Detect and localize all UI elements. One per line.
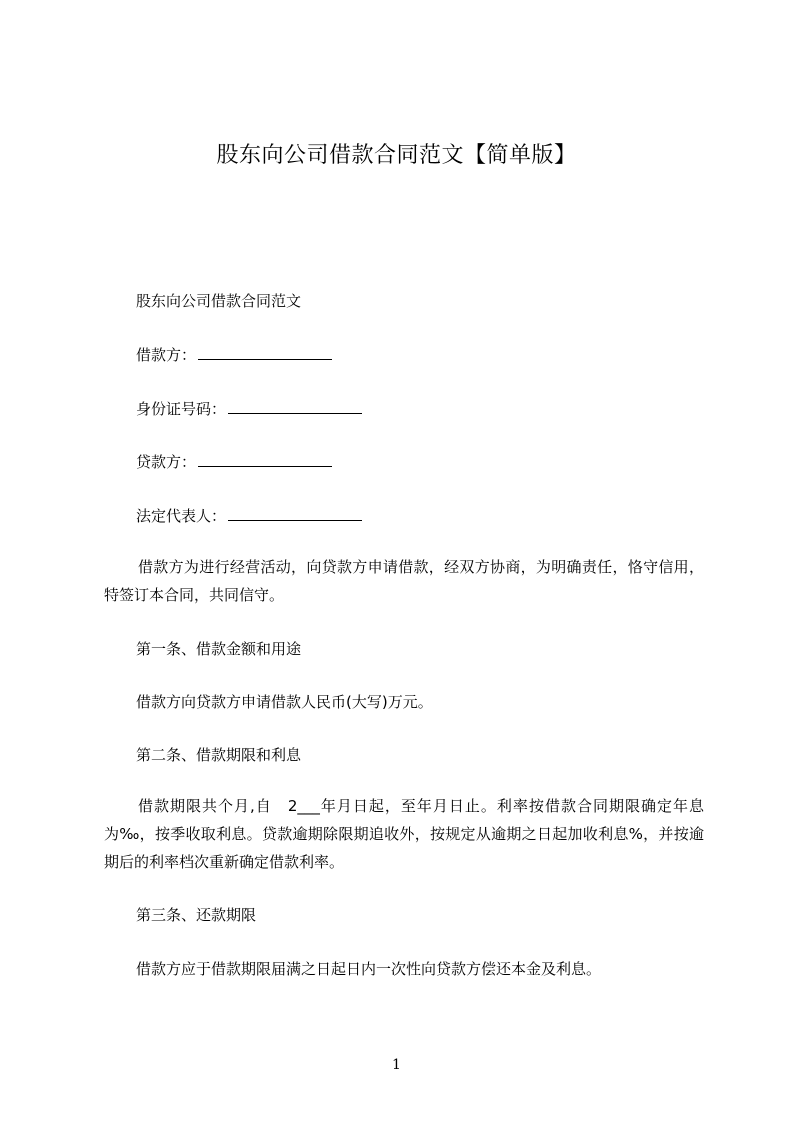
- article3-text: 借款方应于借款期限届满之日起日内一次性向贷款方偿还本金及利息。: [136, 960, 602, 978]
- lender-field: [136, 452, 332, 472]
- page-number: 1: [392, 1057, 401, 1073]
- legal-representative-blank-line: [228, 506, 362, 521]
- lender-blank-line: [198, 452, 332, 467]
- legal-representative-field: [136, 506, 362, 526]
- article2-text: 借款期限共个月,自 2___年月日起，至年月日止。利率按借款合同期限确定年息为‰，按季收取利息。贷款逾期除限期追收外，按规定从逾期之日起加收利息%，并按逾期后的利率档次重新确定借款利率。: [104, 797, 704, 871]
- article1-text: 借款方向贷款方申请借款人民币(大写)万元。: [136, 693, 433, 711]
- id-number-field: [136, 399, 362, 419]
- intro-paragraph: [104, 553, 704, 609]
- borrower-blank-line: [198, 345, 332, 360]
- document-subtitle: 股东向公司借款合同范文: [136, 292, 302, 310]
- id-number-blank-line: [228, 399, 362, 414]
- borrower-field: [136, 345, 332, 365]
- document-title: 股东向公司借款合同范文【简单版】: [216, 143, 577, 168]
- article3-heading: 第三条、还款期限: [136, 906, 257, 924]
- intro-text: 借款方为进行经营活动，向贷款方申请借款，经双方协商，为明确责任，恪守信用，特签订本合同，共同信守。: [104, 558, 704, 604]
- article1-heading: 第一条、借款金额和用途: [136, 640, 302, 658]
- lender-label: 贷款方：: [136, 453, 197, 471]
- article2-paragraph: [104, 792, 704, 876]
- legal-representative-label: 法定代表人：: [136, 507, 227, 525]
- id-number-label: 身份证号码：: [136, 400, 227, 418]
- article2-heading: 第二条、借款期限和利息: [136, 746, 302, 764]
- borrower-label: 借款方：: [136, 346, 197, 364]
